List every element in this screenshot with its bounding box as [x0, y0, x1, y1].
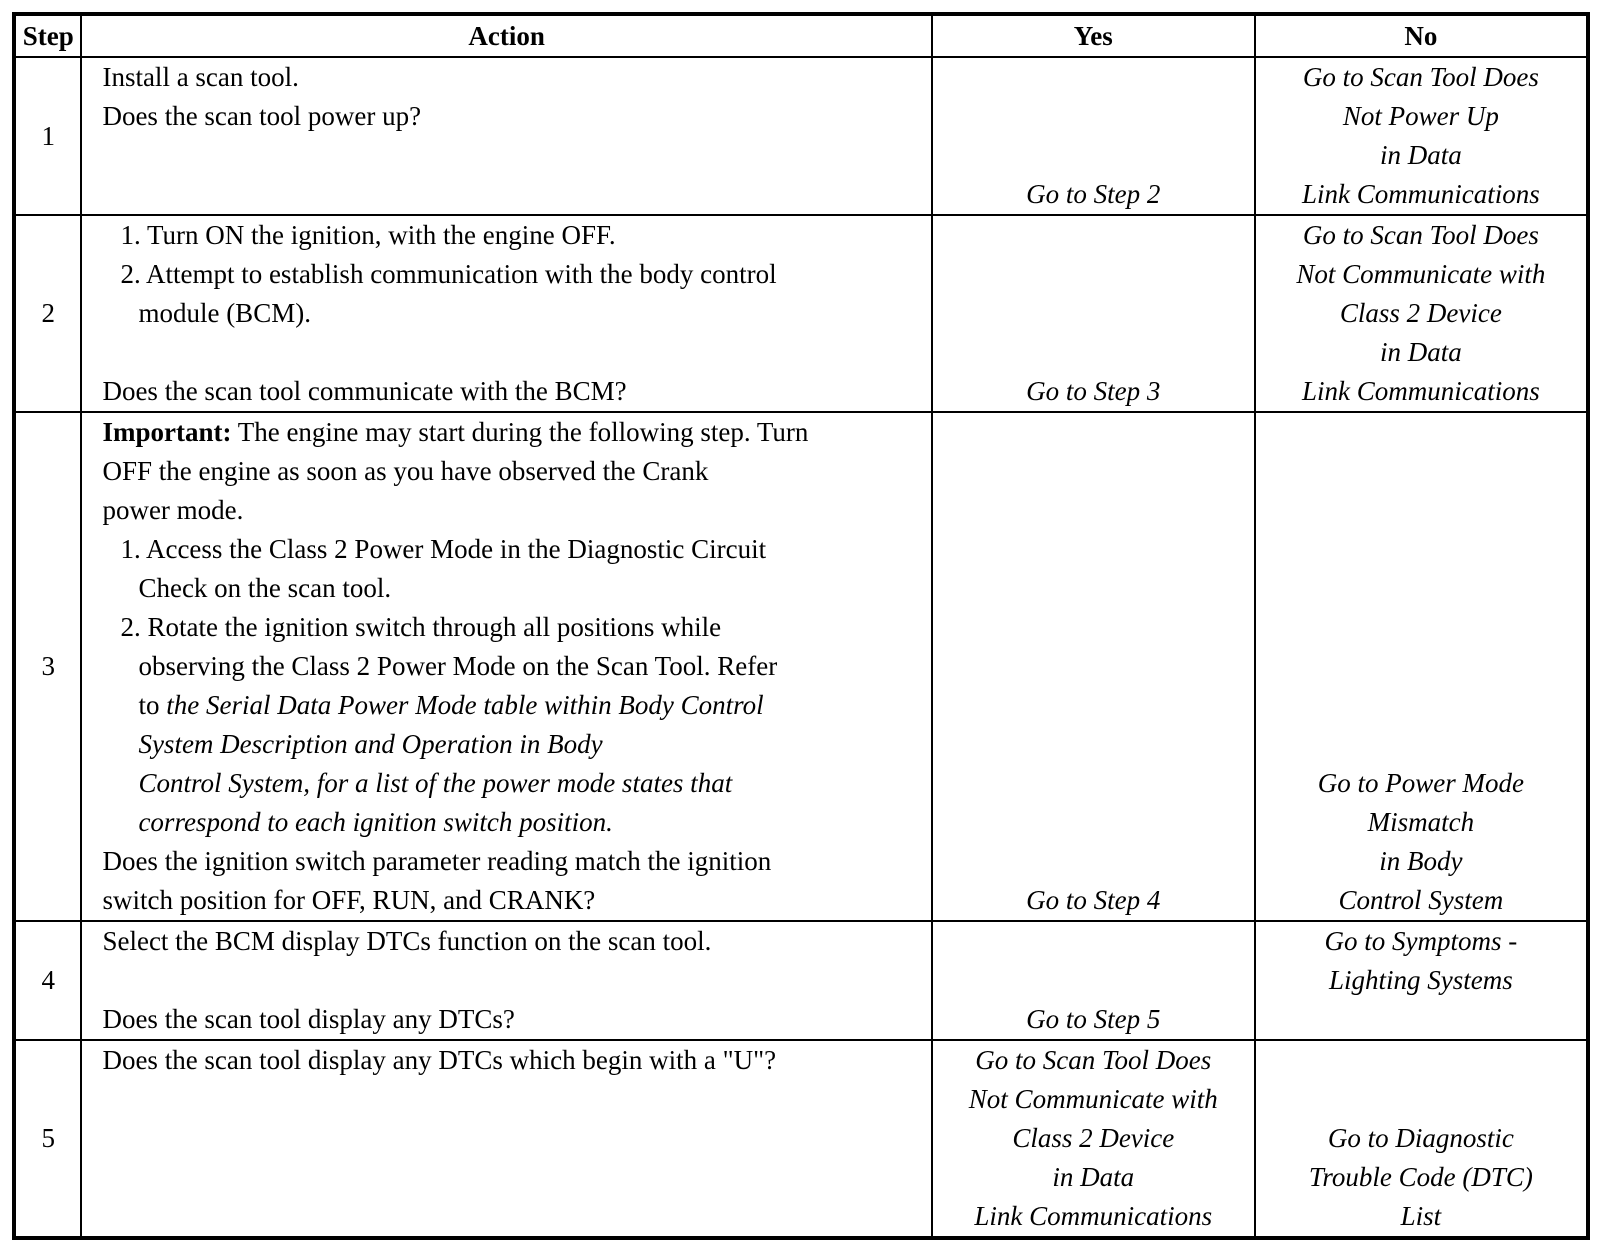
- yes-link[interactable]: Go to Step 5: [1026, 1004, 1161, 1034]
- no-link[interactable]: Go to Scan Tool Does: [1302, 220, 1539, 250]
- no-link[interactable]: Class 2 Device: [1339, 298, 1502, 328]
- action-cell: [81, 921, 931, 1040]
- table-row: [14, 921, 1588, 1040]
- diagnostic-table: [12, 12, 1590, 1240]
- no-link[interactable]: in Data: [1380, 337, 1462, 367]
- action-line: 1. Access the Class 2 Power Mode in the Diagnostic Circuit: [120, 534, 767, 564]
- action-line: Check on the scan tool.: [138, 573, 392, 603]
- yes-link[interactable]: Go to Step 4: [1026, 885, 1161, 915]
- yes-link[interactable]: Go to Step 3: [1026, 376, 1161, 406]
- table-row: [14, 1040, 1588, 1238]
- action-line: Does the scan tool power up?: [102, 101, 422, 131]
- action-cell: [81, 215, 931, 412]
- yes-link[interactable]: in Data: [1052, 1162, 1135, 1192]
- no-link[interactable]: in Data: [1380, 140, 1462, 170]
- action-line: 2. Rotate the ignition switch through all positions while: [120, 612, 722, 642]
- yes-cell: [932, 215, 1255, 412]
- step-number: 5: [14, 1040, 81, 1238]
- action-line: Does the ignition switch parameter reading match the ignition: [102, 846, 772, 876]
- yes-link[interactable]: Go to Scan Tool Does: [975, 1045, 1212, 1075]
- action-line: Does the scan tool communicate with the BCM?: [102, 376, 627, 406]
- no-link[interactable]: Control System: [1338, 885, 1504, 915]
- action-cell: [81, 57, 931, 215]
- header-yes: Yes: [932, 14, 1255, 57]
- table-row: [14, 57, 1588, 215]
- reference-link[interactable]: System Description and Operation in Body: [138, 729, 603, 759]
- important-line: [102, 413, 922, 452]
- reference-link[interactable]: correspond to each ignition switch position.: [138, 807, 613, 837]
- refer-prefix: to: [138, 690, 167, 720]
- action-line: switch position for OFF, RUN, and CRANK?: [102, 885, 596, 915]
- no-link[interactable]: Mismatch: [1367, 807, 1475, 837]
- no-link[interactable]: Go to Scan Tool Does: [1302, 62, 1539, 92]
- important-text: The engine may start during the following step. Turn: [231, 417, 809, 447]
- no-link[interactable]: Not Communicate with: [1296, 259, 1546, 289]
- yes-cell: [932, 412, 1255, 921]
- no-link[interactable]: Go to Diagnostic: [1327, 1123, 1514, 1153]
- step-number: 1: [14, 57, 81, 215]
- yes-cell: [932, 1040, 1255, 1238]
- yes-link[interactable]: Go to Step 2: [1026, 179, 1161, 209]
- header-no: No: [1255, 14, 1588, 57]
- no-link[interactable]: Link Communications: [1302, 376, 1540, 406]
- action-cell: [81, 1040, 931, 1238]
- step-number: 3: [14, 412, 81, 921]
- header-step: Step: [14, 14, 81, 57]
- step-number: 2: [14, 215, 81, 412]
- action-cell: [81, 412, 931, 921]
- no-cell: [1255, 215, 1588, 412]
- action-line: Install a scan tool.: [102, 62, 299, 92]
- table-row: [14, 412, 1588, 921]
- action-line: observing the Class 2 Power Mode on the Scan Tool. Refer: [138, 651, 778, 681]
- yes-link[interactable]: Class 2 Device: [1012, 1123, 1175, 1153]
- step-number: 4: [14, 921, 81, 1040]
- header-action: Action: [81, 14, 931, 57]
- yes-cell: [932, 921, 1255, 1040]
- blank-line: [102, 961, 922, 1000]
- no-cell: [1255, 921, 1588, 1040]
- action-line: OFF the engine as soon as you have observed the Crank: [102, 456, 709, 486]
- no-link[interactable]: Lighting Systems: [1329, 965, 1513, 995]
- action-line: 2. Attempt to establish communication with the body control: [120, 259, 777, 289]
- no-cell: [1255, 412, 1588, 921]
- action-line: Select the BCM display DTCs function on the scan tool.: [102, 926, 712, 956]
- action-line: Does the scan tool display any DTCs?: [102, 1004, 515, 1034]
- no-link[interactable]: in Body: [1379, 846, 1463, 876]
- reference-link[interactable]: the Serial Data Power Mode table within Body Control: [166, 690, 764, 720]
- blank-line: [102, 333, 922, 372]
- refer-line: [102, 686, 922, 725]
- no-link[interactable]: Not Power Up: [1342, 101, 1499, 131]
- action-line: 1. Turn ON the ignition, with the engine OFF.: [120, 220, 616, 250]
- table-row: [14, 215, 1588, 412]
- no-cell: [1255, 1040, 1588, 1238]
- action-line: power mode.: [102, 495, 244, 525]
- no-link[interactable]: Go to Symptoms -: [1324, 926, 1518, 956]
- no-link[interactable]: Go to Power Mode: [1317, 768, 1524, 798]
- yes-link[interactable]: Link Communications: [974, 1201, 1213, 1231]
- no-link[interactable]: List: [1400, 1201, 1442, 1231]
- no-cell: [1255, 57, 1588, 215]
- no-link[interactable]: Link Communications: [1302, 179, 1540, 209]
- header-row: [14, 14, 1588, 57]
- action-line: Does the scan tool display any DTCs which begin with a "U"?: [102, 1045, 777, 1075]
- yes-cell: [932, 57, 1255, 215]
- reference-link[interactable]: Control System, for a list of the power mode states that: [138, 768, 733, 798]
- yes-link[interactable]: Not Communicate with: [968, 1084, 1218, 1114]
- action-line: module (BCM).: [138, 298, 311, 328]
- important-label: Important:: [102, 417, 232, 447]
- no-link[interactable]: Trouble Code (DTC): [1308, 1162, 1533, 1192]
